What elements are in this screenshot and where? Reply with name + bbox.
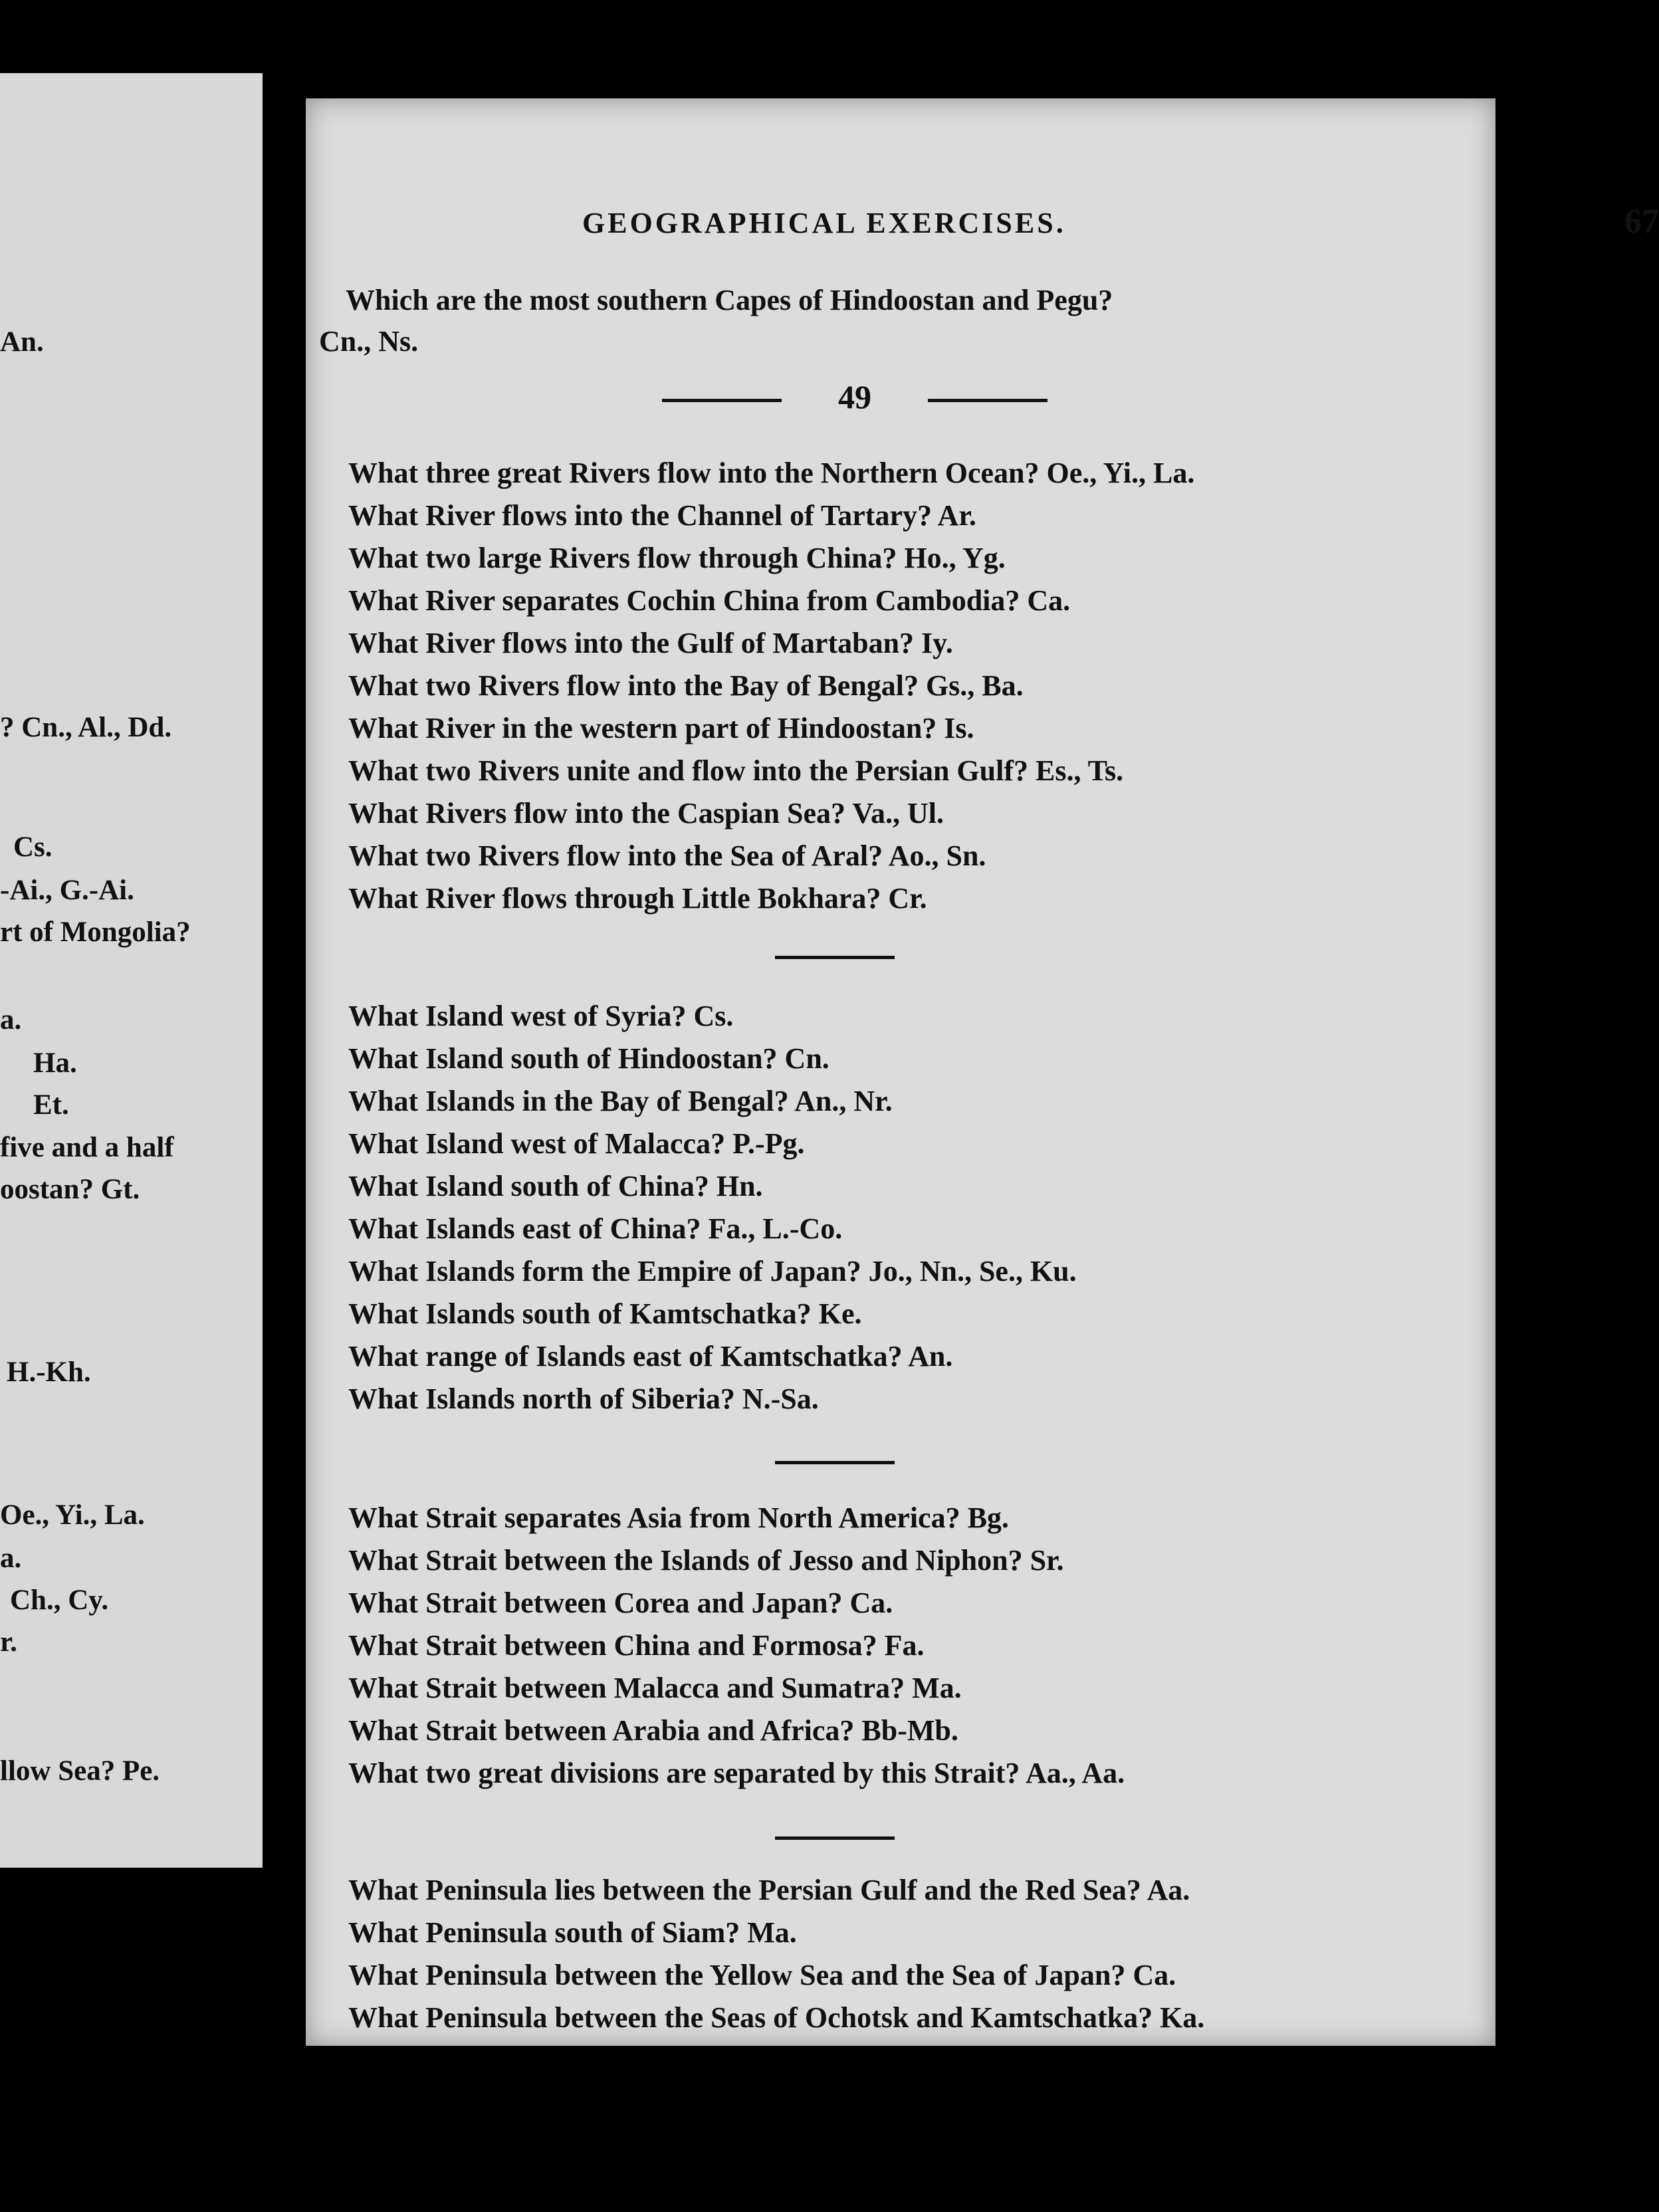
question-line: What Strait between Malacca and Sumatra? Ma. — [348, 1672, 962, 1704]
question-line: What Strait between Corea and Japan? Ca. — [348, 1587, 893, 1619]
left-page-line: Et. — [33, 1089, 69, 1121]
question-line: What Island south of China? Hn. — [348, 1170, 763, 1202]
question-line: What Islands north of Siberia? N.-Sa. — [348, 1382, 819, 1415]
left-page-line: rt of Mongolia? — [0, 917, 191, 948]
question-line: What Islands south of Kamtschatka? Ke. — [348, 1297, 862, 1330]
question-line: What Peninsula south of Siam? Ma. — [348, 1916, 797, 1949]
section-number: 49 — [838, 378, 871, 415]
question-line: What Islands in the Bay of Bengal? An., Nr. — [348, 1085, 893, 1117]
left-facing-page — [0, 73, 263, 1868]
left-page-line: Oe., Yi., La. — [0, 1499, 145, 1531]
question-line: What Peninsula between the Yellow Sea and the Sea of Japan? Ca. — [348, 1959, 1176, 1991]
question-line: What Island west of Malacca? P.-Pg. — [348, 1127, 805, 1160]
question-line: What two Rivers flow into the Sea of Aral? Ao., Sn. — [348, 839, 986, 872]
left-page-line: r. — [0, 1626, 17, 1658]
section-heading — [662, 378, 1048, 417]
left-page-line: -Ai., G.-Ai. — [0, 875, 134, 906]
question-line: What River in the western part of Hindoostan? Is. — [348, 712, 974, 744]
question-line: What two great divisions are separated by this Strait? Aa., Aa. — [348, 1757, 1125, 1789]
left-page-line: Ch., Cy. — [10, 1585, 109, 1616]
left-page-line: a. — [0, 1004, 22, 1036]
book-page — [306, 98, 1659, 2046]
question-line: What River flows through Little Bokhara? Cr. — [348, 882, 927, 915]
question-line: What range of Islands east of Kamtschatka? An. — [348, 1340, 953, 1373]
section-rule-right — [928, 399, 1048, 402]
question-line: What Peninsula between the Seas of Ochotsk and Kamtschatka? Ka. — [348, 2001, 1205, 2034]
question-line: What two large Rivers flow through China? Ho., Yg. — [348, 542, 1006, 574]
question-line: What Strait between Arabia and Africa? Bb-Mb. — [348, 1714, 958, 1747]
question-line: What Islands form the Empire of Japan? Jo., Nn., Se., Ku. — [348, 1255, 1077, 1287]
left-page-line: Cs. — [13, 831, 53, 863]
question-line: What Strait between China and Formosa? Fa. — [348, 1629, 925, 1662]
left-page-line: ? Cn., Al., Dd. — [0, 712, 172, 743]
left-page-line: llow Sea? Pe. — [0, 1755, 160, 1787]
page-number: 67 — [1624, 203, 1659, 241]
page-header — [582, 203, 1659, 253]
section-separator — [775, 956, 895, 959]
question-line: What three great Rivers flow into the Northern Ocean? Oe., Yi., La. — [348, 457, 1195, 489]
question-line: What Peninsula lies between the Persian Gulf and the Red Sea? Aa. — [348, 1874, 1190, 1906]
question-line: What two Rivers flow into the Bay of Bengal? Gs., Ba. — [348, 669, 1024, 702]
question-line: What Island south of Hindoostan? Cn. — [348, 1042, 830, 1075]
question-line: What River flows into the Channel of Tartary? Ar. — [348, 499, 976, 532]
left-page-line: H.-Kh. — [7, 1357, 91, 1388]
intro-line: Which are the most southern Capes of Hindoostan and Pegu? — [346, 284, 1113, 316]
question-line: What Strait separates Asia from North America? Bg. — [348, 1501, 1009, 1534]
question-line: What Islands east of China? Fa., L.-Co. — [348, 1212, 843, 1245]
left-page-line: An. — [0, 326, 44, 358]
question-line: What River separates Cochin China from Cambodia? Ca. — [348, 584, 1071, 617]
left-page-line: Ha. — [33, 1048, 77, 1079]
section-separator — [775, 1836, 895, 1840]
question-line: What Island west of Syria? Cs. — [348, 1000, 734, 1032]
left-page-line: five and a half — [0, 1132, 174, 1163]
intro-line: Cn., Ns. — [319, 325, 419, 358]
question-line: What River flows into the Gulf of Martaban? Iy. — [348, 627, 953, 659]
question-line: What Strait between the Islands of Jesso and Niphon? Sr. — [348, 1544, 1064, 1577]
left-page-line: a. — [0, 1543, 22, 1574]
left-page-line: oostan? Gt. — [0, 1174, 140, 1205]
question-line: What Rivers flow into the Caspian Sea? Va., Ul. — [348, 797, 944, 830]
question-line: What two Rivers unite and flow into the Persian Gulf? Es., Ts. — [348, 754, 1124, 787]
section-separator — [775, 1461, 895, 1464]
running-head: GEOGRAPHICAL EXERCISES. — [582, 207, 1066, 239]
